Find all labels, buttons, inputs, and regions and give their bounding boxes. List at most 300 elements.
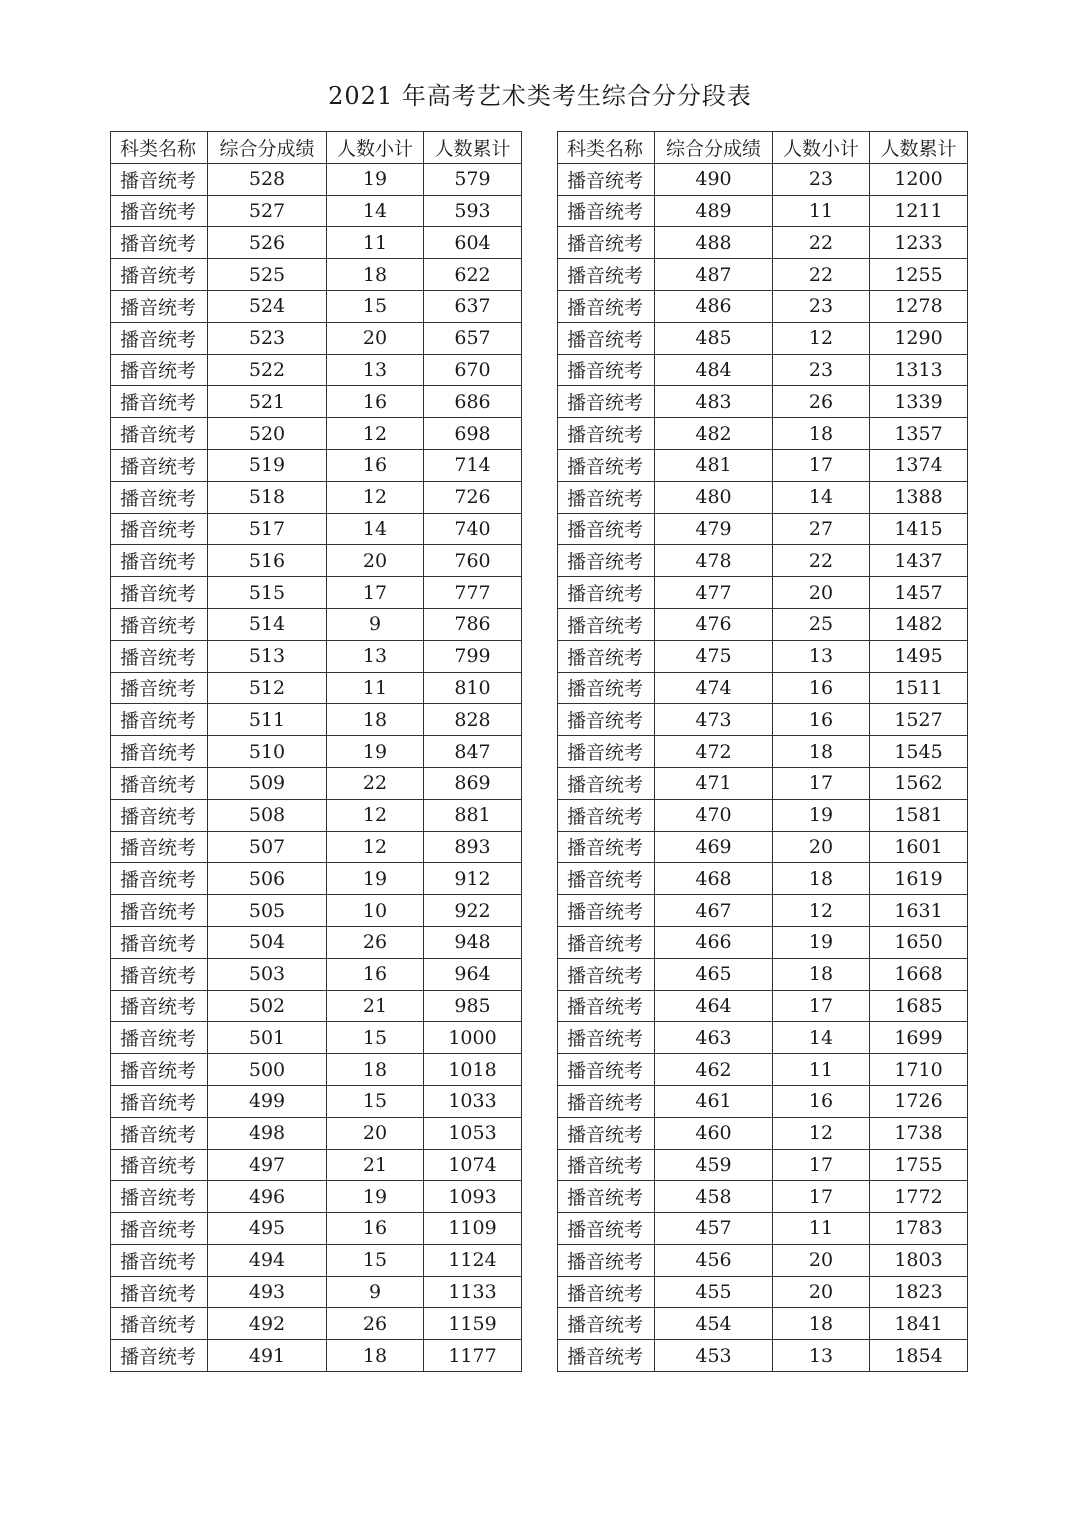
cell-category: 播音统考 [558, 672, 655, 704]
cell-count: 19 [327, 163, 424, 195]
cell-category: 播音统考 [111, 608, 208, 640]
cell-cumulative: 1457 [870, 577, 968, 609]
table-row [111, 640, 522, 672]
cell-category: 播音统考 [111, 736, 208, 768]
cell-count: 15 [327, 290, 424, 322]
cell-cumulative: 847 [424, 736, 522, 768]
cell-category: 播音统考 [558, 577, 655, 609]
cell-category: 播音统考 [558, 926, 655, 958]
cell-category: 播音统考 [111, 513, 208, 545]
table-row [558, 640, 968, 672]
cell-score: 488 [655, 227, 773, 259]
cell-count: 12 [327, 481, 424, 513]
cell-category: 播音统考 [558, 1085, 655, 1117]
table-row [558, 418, 968, 450]
cell-score: 501 [208, 1022, 327, 1054]
cell-score: 508 [208, 799, 327, 831]
cell-cumulative: 985 [424, 990, 522, 1022]
table-row [558, 195, 968, 227]
cell-count: 9 [327, 608, 424, 640]
cell-cumulative: 1668 [870, 958, 968, 990]
cell-cumulative: 1726 [870, 1085, 968, 1117]
cell-score: 465 [655, 958, 773, 990]
cell-cumulative: 1000 [424, 1022, 522, 1054]
table-header-row [111, 132, 522, 164]
cell-cumulative: 881 [424, 799, 522, 831]
cell-category: 播音统考 [558, 640, 655, 672]
table-row [111, 767, 522, 799]
cell-score: 460 [655, 1117, 773, 1149]
cell-category: 播音统考 [111, 704, 208, 736]
cell-cumulative: 670 [424, 354, 522, 386]
cell-category: 播音统考 [111, 831, 208, 863]
cell-score: 473 [655, 704, 773, 736]
cell-count: 20 [773, 831, 870, 863]
cell-category: 播音统考 [558, 545, 655, 577]
cell-score: 506 [208, 863, 327, 895]
cell-category: 播音统考 [558, 736, 655, 768]
cell-cumulative: 1093 [424, 1181, 522, 1213]
table-row [111, 736, 522, 768]
table-row [111, 1308, 522, 1340]
cell-score: 455 [655, 1276, 773, 1308]
cell-score: 523 [208, 322, 327, 354]
table-row [558, 354, 968, 386]
cell-cumulative: 637 [424, 290, 522, 322]
cell-category: 播音统考 [558, 1308, 655, 1340]
cell-category: 播音统考 [558, 513, 655, 545]
cell-score: 472 [655, 736, 773, 768]
cell-category: 播音统考 [558, 831, 655, 863]
cell-cumulative: 1854 [870, 1340, 968, 1372]
cell-category: 播音统考 [111, 449, 208, 481]
table-row [558, 1308, 968, 1340]
cell-score: 467 [655, 895, 773, 927]
cell-score: 458 [655, 1181, 773, 1213]
cell-score: 470 [655, 799, 773, 831]
cell-score: 492 [208, 1308, 327, 1340]
table-row [111, 449, 522, 481]
table-row [111, 1276, 522, 1308]
table-row [111, 481, 522, 513]
cell-score: 498 [208, 1117, 327, 1149]
cell-category: 播音统考 [111, 990, 208, 1022]
cell-count: 16 [327, 1213, 424, 1245]
cell-category: 播音统考 [111, 958, 208, 990]
cell-score: 525 [208, 259, 327, 291]
cell-score: 474 [655, 672, 773, 704]
cell-category: 播音统考 [111, 1085, 208, 1117]
cell-score: 516 [208, 545, 327, 577]
table-row [111, 290, 522, 322]
cell-count: 22 [773, 259, 870, 291]
table-row [558, 1117, 968, 1149]
cell-cumulative: 686 [424, 386, 522, 418]
cell-score: 517 [208, 513, 327, 545]
table-row [111, 895, 522, 927]
table-row [111, 195, 522, 227]
cell-count: 14 [773, 1022, 870, 1054]
cell-category: 播音统考 [111, 577, 208, 609]
table-row [111, 1213, 522, 1245]
cell-cumulative: 893 [424, 831, 522, 863]
cell-cumulative: 869 [424, 767, 522, 799]
cell-count: 16 [773, 1085, 870, 1117]
cell-score: 480 [655, 481, 773, 513]
cell-cumulative: 1133 [424, 1276, 522, 1308]
table-row [111, 227, 522, 259]
cell-category: 播音统考 [558, 163, 655, 195]
cell-score: 513 [208, 640, 327, 672]
cell-count: 13 [773, 1340, 870, 1372]
cell-cumulative: 1685 [870, 990, 968, 1022]
cell-count: 18 [773, 1308, 870, 1340]
table-row [558, 672, 968, 704]
cell-cumulative: 593 [424, 195, 522, 227]
score-table-right [557, 131, 968, 1372]
table-row [111, 704, 522, 736]
cell-count: 11 [327, 227, 424, 259]
table-row [558, 1213, 968, 1245]
cell-score: 526 [208, 227, 327, 259]
table-row [111, 1181, 522, 1213]
cell-cumulative: 1437 [870, 545, 968, 577]
table-row [111, 354, 522, 386]
cell-score: 515 [208, 577, 327, 609]
cell-category: 播音统考 [111, 545, 208, 577]
cell-category: 播音统考 [111, 1340, 208, 1372]
header-category: 科类名称 [111, 132, 208, 164]
cell-cumulative: 1109 [424, 1213, 522, 1245]
cell-category: 播音统考 [111, 1181, 208, 1213]
table-row [558, 259, 968, 291]
table-row [558, 1340, 968, 1372]
cell-count: 16 [327, 386, 424, 418]
table-row [558, 1054, 968, 1086]
cell-count: 20 [327, 322, 424, 354]
cell-category: 播音统考 [558, 1244, 655, 1276]
cell-category: 播音统考 [558, 799, 655, 831]
cell-count: 18 [773, 418, 870, 450]
cell-cumulative: 1211 [870, 195, 968, 227]
cell-cumulative: 1200 [870, 163, 968, 195]
cell-score: 487 [655, 259, 773, 291]
cell-count: 22 [773, 545, 870, 577]
cell-count: 14 [327, 513, 424, 545]
cell-count: 19 [327, 736, 424, 768]
cell-score: 514 [208, 608, 327, 640]
cell-count: 18 [773, 863, 870, 895]
cell-count: 18 [773, 958, 870, 990]
cell-score: 475 [655, 640, 773, 672]
cell-count: 20 [773, 577, 870, 609]
cell-cumulative: 912 [424, 863, 522, 895]
cell-count: 12 [327, 418, 424, 450]
table-row [111, 799, 522, 831]
cell-category: 播音统考 [111, 1149, 208, 1181]
cell-count: 12 [773, 1117, 870, 1149]
page-title: 2021 年高考艺术类考生综合分分段表 [328, 82, 752, 110]
table-row [111, 163, 522, 195]
cell-cumulative: 1074 [424, 1149, 522, 1181]
cell-category: 播音统考 [558, 1181, 655, 1213]
cell-score: 453 [655, 1340, 773, 1372]
cell-cumulative: 579 [424, 163, 522, 195]
cell-count: 21 [327, 990, 424, 1022]
table-row [558, 895, 968, 927]
table-row [558, 958, 968, 990]
cell-cumulative: 1710 [870, 1054, 968, 1086]
cell-cumulative: 1755 [870, 1149, 968, 1181]
cell-category: 播音统考 [558, 1022, 655, 1054]
cell-count: 18 [327, 704, 424, 736]
cell-cumulative: 922 [424, 895, 522, 927]
cell-count: 23 [773, 290, 870, 322]
cell-score: 522 [208, 354, 327, 386]
table-row [111, 990, 522, 1022]
cell-cumulative: 1631 [870, 895, 968, 927]
cell-cumulative: 1619 [870, 863, 968, 895]
cell-cumulative: 948 [424, 926, 522, 958]
table-row [558, 513, 968, 545]
table-row [558, 704, 968, 736]
cell-score: 500 [208, 1054, 327, 1086]
cell-score: 512 [208, 672, 327, 704]
cell-category: 播音统考 [111, 481, 208, 513]
cell-cumulative: 1177 [424, 1340, 522, 1372]
cell-score: 505 [208, 895, 327, 927]
cell-cumulative: 1803 [870, 1244, 968, 1276]
cell-category: 播音统考 [111, 767, 208, 799]
table-row [558, 163, 968, 195]
cell-cumulative: 1018 [424, 1054, 522, 1086]
table-row [111, 322, 522, 354]
cell-score: 485 [655, 322, 773, 354]
table-row [111, 545, 522, 577]
cell-score: 503 [208, 958, 327, 990]
cell-score: 469 [655, 831, 773, 863]
cell-cumulative: 1738 [870, 1117, 968, 1149]
table-row [111, 926, 522, 958]
cell-count: 20 [327, 1117, 424, 1149]
cell-count: 25 [773, 608, 870, 640]
cell-count: 18 [327, 1054, 424, 1086]
cell-count: 13 [327, 354, 424, 386]
cell-count: 19 [327, 863, 424, 895]
cell-count: 12 [327, 831, 424, 863]
cell-cumulative: 1255 [870, 259, 968, 291]
cell-score: 495 [208, 1213, 327, 1245]
cell-cumulative: 777 [424, 577, 522, 609]
cell-score: 519 [208, 449, 327, 481]
cell-category: 播音统考 [558, 958, 655, 990]
cell-score: 456 [655, 1244, 773, 1276]
cell-score: 459 [655, 1149, 773, 1181]
cell-category: 播音统考 [111, 1054, 208, 1086]
cell-cumulative: 657 [424, 322, 522, 354]
cell-cumulative: 698 [424, 418, 522, 450]
cell-category: 播音统考 [111, 1308, 208, 1340]
cell-score: 462 [655, 1054, 773, 1086]
cell-category: 播音统考 [111, 926, 208, 958]
cell-count: 16 [327, 449, 424, 481]
cell-category: 播音统考 [111, 1244, 208, 1276]
cell-count: 26 [327, 1308, 424, 1340]
cell-category: 播音统考 [558, 863, 655, 895]
cell-score: 510 [208, 736, 327, 768]
header-count: 人数小计 [773, 132, 870, 164]
cell-score: 471 [655, 767, 773, 799]
table-row [111, 958, 522, 990]
table-row [111, 418, 522, 450]
table-row [111, 831, 522, 863]
cell-count: 19 [327, 1181, 424, 1213]
cell-count: 18 [327, 259, 424, 291]
cell-score: 479 [655, 513, 773, 545]
cell-count: 20 [773, 1244, 870, 1276]
table-row [558, 1022, 968, 1054]
cell-count: 13 [773, 640, 870, 672]
cell-category: 播音统考 [111, 1276, 208, 1308]
cell-score: 463 [655, 1022, 773, 1054]
cell-cumulative: 1601 [870, 831, 968, 863]
cell-category: 播音统考 [558, 449, 655, 481]
cell-score: 476 [655, 608, 773, 640]
cell-cumulative: 1233 [870, 227, 968, 259]
cell-count: 16 [773, 672, 870, 704]
table-row [558, 863, 968, 895]
cell-count: 17 [773, 1181, 870, 1213]
table-row [111, 1022, 522, 1054]
table-row [558, 1276, 968, 1308]
cell-score: 482 [655, 418, 773, 450]
table-row [558, 1085, 968, 1117]
cell-score: 477 [655, 577, 773, 609]
cell-cumulative: 1783 [870, 1213, 968, 1245]
table-row [558, 1244, 968, 1276]
cell-score: 499 [208, 1085, 327, 1117]
cell-count: 11 [773, 1054, 870, 1086]
cell-cumulative: 1124 [424, 1244, 522, 1276]
cell-score: 528 [208, 163, 327, 195]
cell-cumulative: 1290 [870, 322, 968, 354]
cell-count: 11 [773, 1213, 870, 1245]
cell-cumulative: 1527 [870, 704, 968, 736]
table-row [111, 386, 522, 418]
table-row [111, 1117, 522, 1149]
cell-score: 468 [655, 863, 773, 895]
table-row [111, 513, 522, 545]
header-score: 综合分成绩 [655, 132, 773, 164]
cell-count: 19 [773, 799, 870, 831]
table-row [558, 322, 968, 354]
cell-count: 21 [327, 1149, 424, 1181]
cell-cumulative: 622 [424, 259, 522, 291]
cell-score: 509 [208, 767, 327, 799]
cell-category: 播音统考 [111, 322, 208, 354]
cell-count: 16 [327, 958, 424, 990]
cell-count: 19 [773, 926, 870, 958]
cell-category: 播音统考 [558, 1117, 655, 1149]
header-cumulative: 人数累计 [424, 132, 522, 164]
table-row [111, 608, 522, 640]
table-row [558, 449, 968, 481]
cell-category: 播音统考 [558, 481, 655, 513]
cell-cumulative: 1388 [870, 481, 968, 513]
cell-category: 播音统考 [111, 386, 208, 418]
cell-score: 496 [208, 1181, 327, 1213]
cell-cumulative: 1357 [870, 418, 968, 450]
cell-count: 17 [773, 767, 870, 799]
cell-score: 527 [208, 195, 327, 227]
cell-cumulative: 786 [424, 608, 522, 640]
cell-count: 26 [327, 926, 424, 958]
cell-count: 13 [327, 640, 424, 672]
cell-count: 16 [773, 704, 870, 736]
cell-score: 494 [208, 1244, 327, 1276]
cell-score: 497 [208, 1149, 327, 1181]
table-row [558, 831, 968, 863]
cell-score: 493 [208, 1276, 327, 1308]
cell-count: 15 [327, 1244, 424, 1276]
header-cumulative: 人数累计 [870, 132, 968, 164]
cell-category: 播音统考 [558, 1054, 655, 1086]
cell-cumulative: 1313 [870, 354, 968, 386]
cell-score: 461 [655, 1085, 773, 1117]
cell-score: 481 [655, 449, 773, 481]
cell-score: 483 [655, 386, 773, 418]
cell-category: 播音统考 [111, 290, 208, 322]
cell-score: 518 [208, 481, 327, 513]
cell-cumulative: 1545 [870, 736, 968, 768]
cell-cumulative: 1495 [870, 640, 968, 672]
cell-category: 播音统考 [558, 322, 655, 354]
table-row [111, 1244, 522, 1276]
table-row [558, 545, 968, 577]
cell-score: 484 [655, 354, 773, 386]
cell-category: 播音统考 [111, 354, 208, 386]
cell-count: 17 [327, 577, 424, 609]
table-row [558, 1149, 968, 1181]
cell-cumulative: 1650 [870, 926, 968, 958]
header-score: 综合分成绩 [208, 132, 327, 164]
cell-count: 18 [327, 1340, 424, 1372]
table-row [111, 672, 522, 704]
cell-category: 播音统考 [111, 418, 208, 450]
cell-category: 播音统考 [558, 290, 655, 322]
cell-count: 15 [327, 1085, 424, 1117]
table-row [558, 736, 968, 768]
cell-count: 14 [773, 481, 870, 513]
cell-count: 12 [773, 895, 870, 927]
table-row [558, 1181, 968, 1213]
cell-count: 17 [773, 1149, 870, 1181]
cell-cumulative: 1841 [870, 1308, 968, 1340]
table-row [111, 863, 522, 895]
cell-cumulative: 1053 [424, 1117, 522, 1149]
cell-cumulative: 1581 [870, 799, 968, 831]
cell-cumulative: 1374 [870, 449, 968, 481]
cell-category: 播音统考 [111, 163, 208, 195]
cell-category: 播音统考 [111, 863, 208, 895]
cell-cumulative: 828 [424, 704, 522, 736]
cell-category: 播音统考 [558, 767, 655, 799]
cell-count: 26 [773, 386, 870, 418]
cell-count: 12 [327, 799, 424, 831]
header-category: 科类名称 [558, 132, 655, 164]
cell-category: 播音统考 [558, 354, 655, 386]
cell-cumulative: 1772 [870, 1181, 968, 1213]
